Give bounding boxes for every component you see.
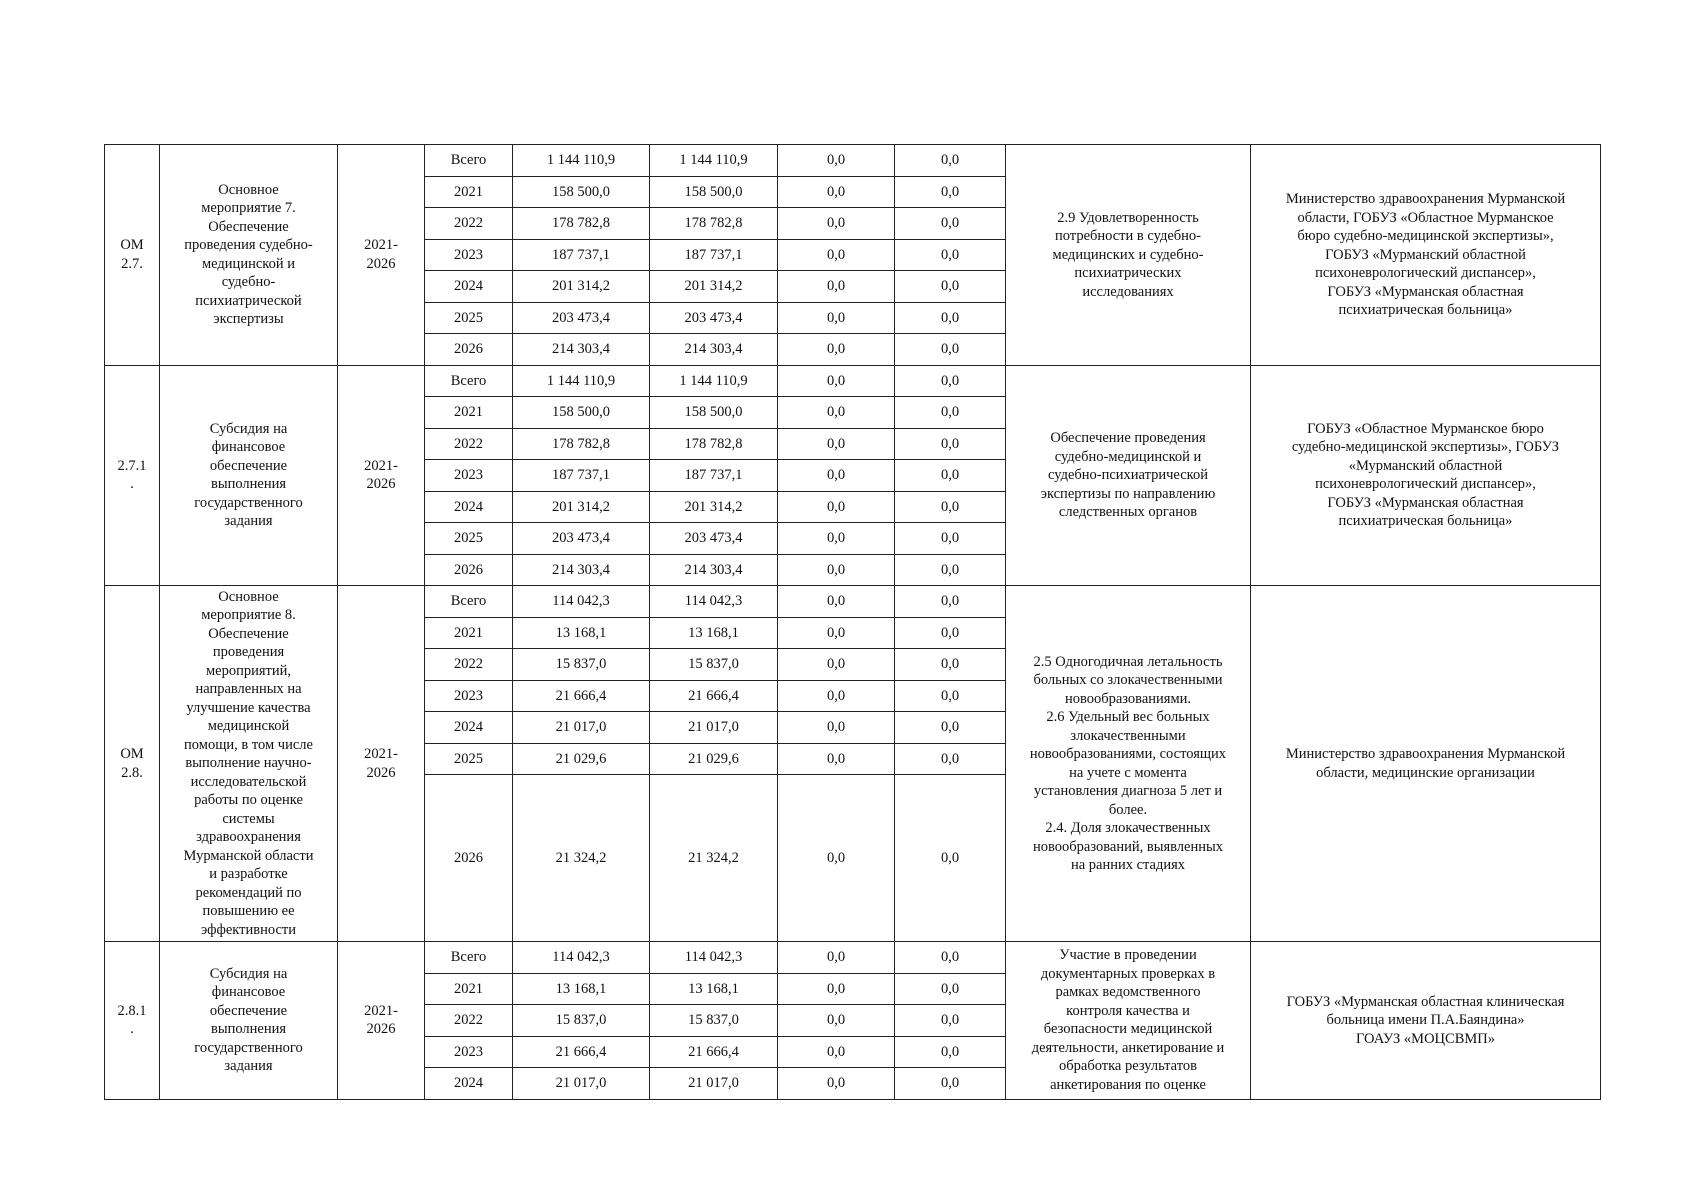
total-cell: 21 017,0 [513, 1068, 650, 1100]
section-period: 2021- 2026 [338, 586, 425, 942]
regional-budget-cell: 1 144 110,9 [650, 365, 778, 397]
table-row [105, 145, 1601, 177]
federal-budget-cell: 0,0 [778, 208, 895, 240]
regional-budget-cell: 214 303,4 [650, 554, 778, 586]
other-funds-cell: 0,0 [895, 460, 1006, 492]
federal-budget-cell: 0,0 [778, 1068, 895, 1100]
regional-budget-cell: 15 837,0 [650, 1005, 778, 1037]
regional-budget-cell: 21 029,6 [650, 743, 778, 775]
regional-budget-cell: 203 473,4 [650, 302, 778, 334]
section-period: 2021- 2026 [338, 365, 425, 586]
total-cell: 15 837,0 [513, 649, 650, 681]
regional-budget-cell: 13 168,1 [650, 617, 778, 649]
total-cell: 21 017,0 [513, 712, 650, 744]
executor-cell: Министерство здравоохранения Мурманской области, ГОБУЗ «Областное Мурманское бюро судебно-медицинской экспертизы», ГОБУЗ «Мурманский областной психоневрологический диспансер», ГОБУЗ «Мурманская областная психиатрическая больница» [1251, 145, 1601, 366]
regional-budget-cell: 1 144 110,9 [650, 145, 778, 177]
total-cell: 203 473,4 [513, 302, 650, 334]
other-funds-cell: 0,0 [895, 271, 1006, 303]
federal-budget-cell: 0,0 [778, 554, 895, 586]
regional-budget-cell: 178 782,8 [650, 208, 778, 240]
total-cell: 21 666,4 [513, 680, 650, 712]
federal-budget-cell: 0,0 [778, 428, 895, 460]
other-funds-cell: 0,0 [895, 491, 1006, 523]
year-cell: 2023 [425, 1036, 513, 1068]
section-name: Субсидия на финансовое обеспечение выполнения государственного задания [160, 365, 338, 586]
year-cell: 2023 [425, 460, 513, 492]
section-code: 2.8.1 . [105, 942, 160, 1100]
total-cell: 187 737,1 [513, 460, 650, 492]
regional-budget-cell: 114 042,3 [650, 586, 778, 618]
other-funds-cell: 0,0 [895, 554, 1006, 586]
year-cell: 2024 [425, 1068, 513, 1100]
year-cell: 2023 [425, 680, 513, 712]
federal-budget-cell: 0,0 [778, 973, 895, 1005]
other-funds-cell: 0,0 [895, 145, 1006, 177]
federal-budget-cell: 0,0 [778, 145, 895, 177]
other-funds-cell: 0,0 [895, 365, 1006, 397]
executor-cell: ГОБУЗ «Мурманская областная клиническая больница имени П.А.Баяндина» ГОАУЗ «МОЦСВМП» [1251, 942, 1601, 1100]
other-funds-cell: 0,0 [895, 334, 1006, 366]
federal-budget-cell: 0,0 [778, 271, 895, 303]
year-cell: 2025 [425, 302, 513, 334]
regional-budget-cell: 201 314,2 [650, 491, 778, 523]
federal-budget-cell: 0,0 [778, 1036, 895, 1068]
executor-cell: Министерство здравоохранения Мурманской области, медицинские организации [1251, 586, 1601, 942]
total-cell: 21 666,4 [513, 1036, 650, 1068]
federal-budget-cell: 0,0 [778, 743, 895, 775]
year-cell: 2021 [425, 617, 513, 649]
total-cell: 178 782,8 [513, 428, 650, 460]
other-funds-cell: 0,0 [895, 302, 1006, 334]
year-cell: Всего [425, 942, 513, 974]
regional-budget-cell: 21 017,0 [650, 1068, 778, 1100]
other-funds-cell: 0,0 [895, 208, 1006, 240]
regional-budget-cell: 201 314,2 [650, 271, 778, 303]
year-cell: 2024 [425, 712, 513, 744]
regional-budget-cell: 178 782,8 [650, 428, 778, 460]
year-cell: Всего [425, 145, 513, 177]
federal-budget-cell: 0,0 [778, 491, 895, 523]
regional-budget-cell: 114 042,3 [650, 942, 778, 974]
other-funds-cell: 0,0 [895, 176, 1006, 208]
table-row [105, 942, 1601, 974]
year-cell: 2021 [425, 176, 513, 208]
total-cell: 203 473,4 [513, 523, 650, 555]
federal-budget-cell: 0,0 [778, 1005, 895, 1037]
regional-budget-cell: 21 017,0 [650, 712, 778, 744]
total-cell: 13 168,1 [513, 973, 650, 1005]
year-cell: Всего [425, 365, 513, 397]
indicator-cell: 2.5 Одногодичная летальность больных со злокачественными новообразованиями. 2.6 Удельный вес больных злокачественными новообразованиями, состоящих на учете с момента установления диагноза 5 лет и более. 2.4. Доля злокачественных новообразований, выявленных на ранних стадиях [1006, 586, 1251, 942]
other-funds-cell: 0,0 [895, 743, 1006, 775]
year-cell: Всего [425, 586, 513, 618]
other-funds-cell: 0,0 [895, 1005, 1006, 1037]
total-cell: 214 303,4 [513, 554, 650, 586]
federal-budget-cell: 0,0 [778, 302, 895, 334]
total-cell: 15 837,0 [513, 1005, 650, 1037]
total-cell: 201 314,2 [513, 491, 650, 523]
other-funds-cell: 0,0 [895, 1036, 1006, 1068]
year-cell: 2024 [425, 491, 513, 523]
other-funds-cell: 0,0 [895, 775, 1006, 942]
year-cell: 2024 [425, 271, 513, 303]
federal-budget-cell: 0,0 [778, 617, 895, 649]
other-funds-cell: 0,0 [895, 680, 1006, 712]
regional-budget-cell: 214 303,4 [650, 334, 778, 366]
section-period: 2021- 2026 [338, 942, 425, 1100]
total-cell: 21 029,6 [513, 743, 650, 775]
other-funds-cell: 0,0 [895, 973, 1006, 1005]
federal-budget-cell: 0,0 [778, 586, 895, 618]
federal-budget-cell: 0,0 [778, 239, 895, 271]
section-code: ОМ 2.8. [105, 586, 160, 942]
other-funds-cell: 0,0 [895, 617, 1006, 649]
year-cell: 2026 [425, 775, 513, 942]
section-name: Основное мероприятие 7. Обеспечение проведения судебно- медицинской и судебно- психиатрической экспертизы [160, 145, 338, 366]
federal-budget-cell: 0,0 [778, 942, 895, 974]
other-funds-cell: 0,0 [895, 239, 1006, 271]
year-cell: 2022 [425, 208, 513, 240]
regional-budget-cell: 13 168,1 [650, 973, 778, 1005]
program-table [104, 144, 1601, 1100]
indicator-cell: 2.9 Удовлетворенность потребности в судебно- медицинских и судебно- психиатрических исследованиях [1006, 145, 1251, 366]
other-funds-cell: 0,0 [895, 397, 1006, 429]
section-code: 2.7.1 . [105, 365, 160, 586]
indicator-cell: Обеспечение проведения судебно-медицинской и судебно-психиатрической экспертизы по направлению следственных органов [1006, 365, 1251, 586]
section-code: ОМ 2.7. [105, 145, 160, 366]
year-cell: 2023 [425, 239, 513, 271]
regional-budget-cell: 158 500,0 [650, 176, 778, 208]
total-cell: 158 500,0 [513, 176, 650, 208]
total-cell: 1 144 110,9 [513, 365, 650, 397]
year-cell: 2025 [425, 523, 513, 555]
section-name: Основное мероприятие 8. Обеспечение проведения мероприятий, направленных на улучшение качества медицинской помощи, в том числе выполнение научно- исследовательской работы по оценке системы здравоохранения Мурманской области и разработке рекомендаций по повышению ее эффективности [160, 586, 338, 942]
federal-budget-cell: 0,0 [778, 397, 895, 429]
total-cell: 214 303,4 [513, 334, 650, 366]
other-funds-cell: 0,0 [895, 942, 1006, 974]
table-row [105, 586, 1601, 618]
regional-budget-cell: 21 666,4 [650, 680, 778, 712]
other-funds-cell: 0,0 [895, 586, 1006, 618]
federal-budget-cell: 0,0 [778, 523, 895, 555]
regional-budget-cell: 21 324,2 [650, 775, 778, 942]
regional-budget-cell: 203 473,4 [650, 523, 778, 555]
total-cell: 13 168,1 [513, 617, 650, 649]
other-funds-cell: 0,0 [895, 649, 1006, 681]
section-name: Субсидия на финансовое обеспечение выполнения государственного задания [160, 942, 338, 1100]
regional-budget-cell: 21 666,4 [650, 1036, 778, 1068]
regional-budget-cell: 187 737,1 [650, 239, 778, 271]
year-cell: 2026 [425, 334, 513, 366]
total-cell: 158 500,0 [513, 397, 650, 429]
year-cell: 2025 [425, 743, 513, 775]
federal-budget-cell: 0,0 [778, 334, 895, 366]
other-funds-cell: 0,0 [895, 1068, 1006, 1100]
indicator-cell: Участие в проведении документарных проверках в рамках ведомственного контроля качества и безопасности медицинской деятельности, анкетирование и обработка результатов анкетирования по оценке [1006, 942, 1251, 1100]
federal-budget-cell: 0,0 [778, 775, 895, 942]
federal-budget-cell: 0,0 [778, 176, 895, 208]
total-cell: 114 042,3 [513, 586, 650, 618]
executor-cell: ГОБУЗ «Областное Мурманское бюро судебно-медицинской экспертизы», ГОБУЗ «Мурманский областной психоневрологический диспансер», ГОБУЗ «Мурманская областная психиатрическая больница» [1251, 365, 1601, 586]
federal-budget-cell: 0,0 [778, 680, 895, 712]
federal-budget-cell: 0,0 [778, 460, 895, 492]
year-cell: 2021 [425, 397, 513, 429]
total-cell: 201 314,2 [513, 271, 650, 303]
section-period: 2021- 2026 [338, 145, 425, 366]
year-cell: 2026 [425, 554, 513, 586]
federal-budget-cell: 0,0 [778, 649, 895, 681]
regional-budget-cell: 158 500,0 [650, 397, 778, 429]
total-cell: 178 782,8 [513, 208, 650, 240]
year-cell: 2022 [425, 649, 513, 681]
total-cell: 1 144 110,9 [513, 145, 650, 177]
year-cell: 2021 [425, 973, 513, 1005]
federal-budget-cell: 0,0 [778, 712, 895, 744]
other-funds-cell: 0,0 [895, 712, 1006, 744]
other-funds-cell: 0,0 [895, 428, 1006, 460]
federal-budget-cell: 0,0 [778, 365, 895, 397]
regional-budget-cell: 15 837,0 [650, 649, 778, 681]
other-funds-cell: 0,0 [895, 523, 1006, 555]
year-cell: 2022 [425, 1005, 513, 1037]
year-cell: 2022 [425, 428, 513, 460]
regional-budget-cell: 187 737,1 [650, 460, 778, 492]
table-row [105, 365, 1601, 397]
total-cell: 21 324,2 [513, 775, 650, 942]
total-cell: 187 737,1 [513, 239, 650, 271]
total-cell: 114 042,3 [513, 942, 650, 974]
